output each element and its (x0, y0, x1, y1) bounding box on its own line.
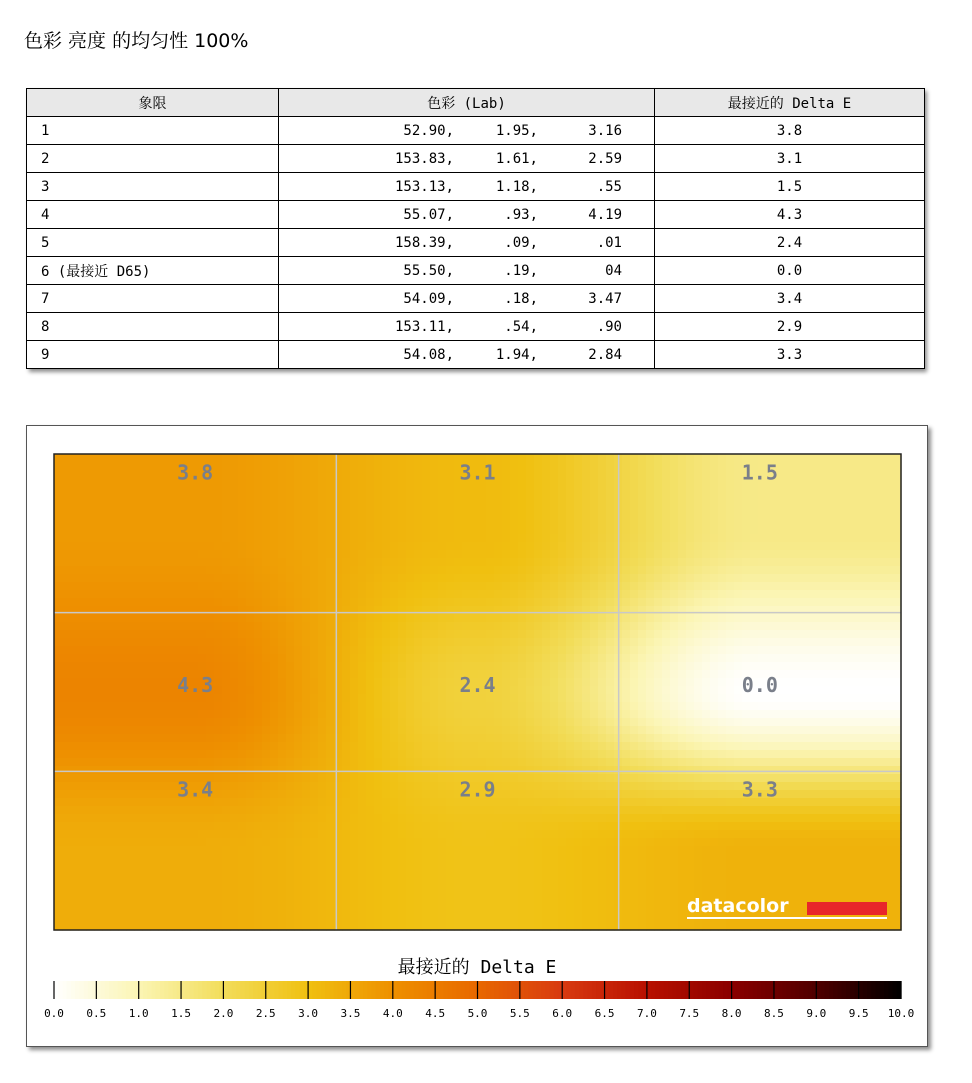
header-color-lab: 色彩 (Lab) (279, 89, 655, 117)
cell-lab (279, 117, 655, 145)
lab-a: 1.95, (495, 122, 538, 139)
cell-value-label: 3.8 (177, 460, 214, 485)
legend-tick-label: 7.5 (679, 1007, 700, 1020)
lab-b: 2.84 (588, 346, 622, 363)
lab-l: 54.08, (403, 346, 454, 363)
lab-b: 4.19 (588, 206, 622, 223)
legend-tick-label: 9.5 (848, 1007, 869, 1020)
lab-b: .01 (596, 234, 622, 251)
lab-l: 55.50, (403, 262, 454, 279)
cell-delta-e: 4.3 (655, 201, 925, 229)
logo-bar (807, 902, 887, 915)
cell-delta-e: 3.4 (655, 285, 925, 313)
lab-a: .54, (504, 318, 538, 335)
legend-tick-label: 8.5 (764, 1007, 784, 1020)
legend-tick-label: 5.5 (509, 1007, 530, 1020)
legend-tick-label: 9.0 (806, 1007, 827, 1020)
table-row (27, 117, 925, 145)
legend-tick-label: 2.5 (255, 1007, 276, 1020)
heatmap-panel (26, 425, 928, 1047)
legend-title: 最接近的 Delta E (397, 957, 557, 978)
cell-lab (279, 285, 655, 313)
cell-delta-e: 1.5 (655, 173, 925, 201)
lab-a: .93, (504, 206, 538, 223)
cell-value-label: 3.1 (459, 460, 496, 485)
lab-l: 54.09, (403, 290, 454, 307)
table-row (27, 341, 925, 369)
cell-value-label: 2.9 (459, 777, 496, 802)
table-row (27, 257, 925, 285)
legend-tick-label: 5.0 (467, 1007, 488, 1020)
legend-tick-label: 0.0 (44, 1007, 64, 1020)
cell-quadrant: 5 (27, 229, 279, 257)
table-row (27, 313, 925, 341)
legend-tick-label: 2.0 (213, 1007, 234, 1020)
legend-tick-label: 10.0 (887, 1007, 915, 1020)
lab-l: 158.39, (394, 234, 454, 251)
cell-quadrant: 8 (27, 313, 279, 341)
cell-value-label: 4.3 (177, 673, 214, 697)
cell-delta-e: 2.9 (655, 313, 925, 341)
lab-l: 55.07, (403, 206, 454, 223)
lab-b: 3.47 (588, 290, 622, 307)
table-row (27, 201, 925, 229)
cell-value-label: 1.5 (741, 460, 778, 485)
legend-tick-label: 7.0 (636, 1007, 657, 1020)
cell-lab (279, 173, 655, 201)
cell-quadrant: 4 (27, 201, 279, 229)
cell-delta-e: 3.1 (655, 145, 925, 173)
lab-l: 153.83, (394, 150, 454, 167)
lab-a: 1.18, (495, 178, 538, 195)
legend-tick-label: 6.0 (552, 1007, 573, 1020)
legend-tick-label: 1.5 (171, 1007, 191, 1020)
lab-a: .18, (504, 290, 538, 307)
table-row (27, 145, 925, 173)
header-quadrant: 象限 (27, 89, 279, 117)
table-header-row (27, 89, 925, 117)
lab-b: 2.59 (588, 150, 622, 167)
cell-value-label: 3.4 (177, 777, 214, 802)
table-row (27, 173, 925, 201)
legend-tick-label: 1.0 (128, 1007, 149, 1020)
legend-tick-label: 3.0 (298, 1007, 319, 1020)
cell-delta-e: 3.8 (655, 117, 925, 145)
cell-delta-e: 3.3 (655, 341, 925, 369)
cell-value-label: 0.0 (741, 673, 778, 697)
cell-quadrant: 9 (27, 341, 279, 369)
legend-tick-label: 8.0 (721, 1007, 742, 1020)
legend-tick-label: 4.0 (382, 1007, 403, 1020)
lab-b: .90 (596, 318, 622, 335)
cell-lab (279, 145, 655, 173)
cell-delta-e: 2.4 (655, 229, 925, 257)
lab-table-container (26, 88, 924, 369)
cell-lab (279, 201, 655, 229)
cell-lab (279, 257, 655, 285)
lab-b: 04 (605, 262, 622, 279)
lab-l: 52.90, (403, 122, 454, 139)
lab-a: 1.94, (495, 346, 538, 363)
cell-value-label: 3.3 (741, 777, 778, 802)
cell-quadrant: 7 (27, 285, 279, 313)
lab-l: 153.11, (394, 318, 454, 335)
table-row (27, 285, 925, 313)
cell-value-label: 2.4 (459, 673, 496, 697)
cell-delta-e: 0.0 (655, 257, 925, 285)
lab-b: 3.16 (588, 122, 622, 139)
cell-lab (279, 341, 655, 369)
logo-text: datacolor (687, 895, 789, 917)
cell-lab (279, 313, 655, 341)
cell-quadrant: 3 (27, 173, 279, 201)
lab-l: 153.13, (394, 178, 454, 195)
cell-quadrant: 6 (最接近 D65) (27, 257, 279, 285)
lab-table (26, 88, 925, 369)
header-delta-e: 最接近的 Delta E (655, 89, 925, 117)
legend-tick-label: 6.5 (594, 1007, 615, 1020)
cell-quadrant: 1 (27, 117, 279, 145)
table-row (27, 229, 925, 257)
lab-a: 1.61, (495, 150, 538, 167)
page-title: 色彩 亮度 的均匀性 100% (24, 30, 249, 52)
legend-tick-label: 3.5 (340, 1007, 361, 1020)
logo-underline (687, 917, 887, 919)
legend-tick-label: 4.5 (425, 1007, 446, 1020)
lab-b: .55 (596, 178, 622, 195)
legend-tick-label: 0.5 (86, 1007, 107, 1020)
lab-a: .19, (504, 262, 538, 279)
lab-a: .09, (504, 234, 538, 251)
cell-lab (279, 229, 655, 257)
cell-quadrant: 2 (27, 145, 279, 173)
